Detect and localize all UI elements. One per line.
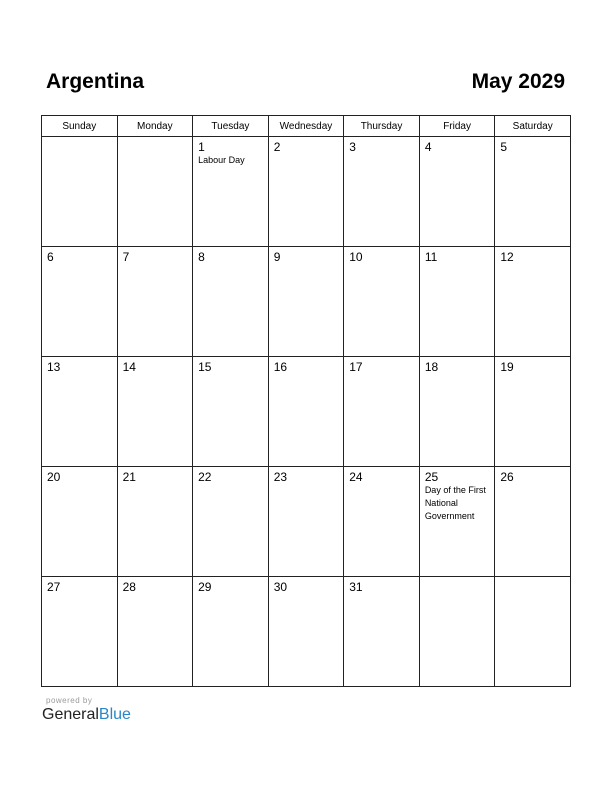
day-cell (419, 357, 495, 467)
day-number: 3 (349, 140, 356, 154)
weekday-saturday: Saturday (495, 116, 571, 137)
day-number: 16 (273, 360, 288, 374)
weekday-thursday: Thursday (344, 116, 420, 137)
day-number: 20 (47, 470, 61, 484)
day-number: 5 (500, 140, 508, 154)
day-cell (193, 577, 269, 687)
day-cell (42, 577, 118, 687)
day-number: 23 (273, 470, 288, 484)
brand-part-blue: Blue (98, 706, 131, 723)
day-cell (268, 577, 344, 687)
day-number: 2 (273, 140, 281, 154)
day-cell (419, 137, 495, 247)
day-cell (495, 577, 571, 687)
brand-part-general: General (42, 706, 99, 723)
day-number: 29 (198, 580, 212, 594)
day-cell (419, 247, 495, 357)
day-cell (42, 357, 118, 467)
day-cell (268, 137, 344, 247)
day-number: 18 (424, 360, 439, 374)
day-cell (495, 467, 571, 577)
weekday-header-row (42, 116, 571, 137)
day-number: 30 (273, 580, 288, 594)
day-cell (495, 357, 571, 467)
day-number: 10 (349, 250, 363, 264)
day-cell (268, 247, 344, 357)
day-cell (344, 577, 420, 687)
day-cell (117, 577, 193, 687)
day-cell (344, 247, 420, 357)
day-cell (268, 467, 344, 577)
weekday-wednesday: Wednesday (268, 116, 344, 137)
day-cell (344, 357, 420, 467)
day-cell (193, 357, 269, 467)
day-number: 9 (273, 250, 281, 264)
day-cell (193, 467, 269, 577)
holiday-label: Labour Day (198, 155, 245, 165)
day-number: 15 (198, 360, 212, 374)
day-cell (419, 577, 495, 687)
day-number: 26 (500, 470, 514, 484)
day-cell (117, 467, 193, 577)
weekday-monday: Monday (117, 116, 193, 137)
day-cell (419, 467, 495, 577)
day-number: 7 (122, 250, 130, 264)
day-number: 1 (198, 140, 205, 154)
day-cell (117, 137, 193, 247)
day-number: 8 (198, 250, 205, 264)
month-title: May 2029 (471, 70, 565, 93)
day-cell (117, 247, 193, 357)
weekday-tuesday: Tuesday (193, 116, 269, 137)
day-number: 13 (47, 360, 61, 374)
calendar-grid (41, 115, 571, 687)
weekday-friday: Friday (419, 116, 495, 137)
day-cell (344, 467, 420, 577)
day-cell (42, 137, 118, 247)
day-cell (193, 247, 269, 357)
day-cell (268, 357, 344, 467)
day-cell (344, 137, 420, 247)
day-number: 24 (349, 470, 363, 484)
day-number: 28 (122, 580, 136, 594)
day-number: 19 (500, 360, 514, 374)
day-number: 22 (198, 470, 212, 484)
day-number: 12 (500, 250, 514, 264)
day-number: 14 (122, 360, 136, 374)
day-cell (42, 467, 118, 577)
day-cell (495, 247, 571, 357)
day-number: 11 (424, 250, 438, 264)
powered-by-text: powered by (46, 696, 93, 705)
week-row (42, 247, 571, 357)
day-number: 31 (349, 580, 363, 594)
holiday-label: Day of the First National Government (424, 485, 486, 521)
day-cell (193, 137, 269, 247)
generalblue-logo[interactable] (42, 706, 131, 724)
day-number: 27 (47, 580, 61, 594)
day-number: 4 (424, 140, 432, 154)
footer-branding (42, 696, 131, 724)
day-cell (117, 357, 193, 467)
week-row (42, 577, 571, 687)
week-row (42, 137, 571, 247)
week-row (42, 467, 571, 577)
weekday-sunday: Sunday (42, 116, 118, 137)
day-number: 17 (349, 360, 363, 374)
day-cell (42, 247, 118, 357)
day-number: 21 (122, 470, 136, 484)
country-title: Argentina (46, 70, 145, 93)
week-row (42, 357, 571, 467)
day-number: 6 (47, 250, 54, 264)
day-number: 25 (424, 470, 439, 484)
day-cell (495, 137, 571, 247)
